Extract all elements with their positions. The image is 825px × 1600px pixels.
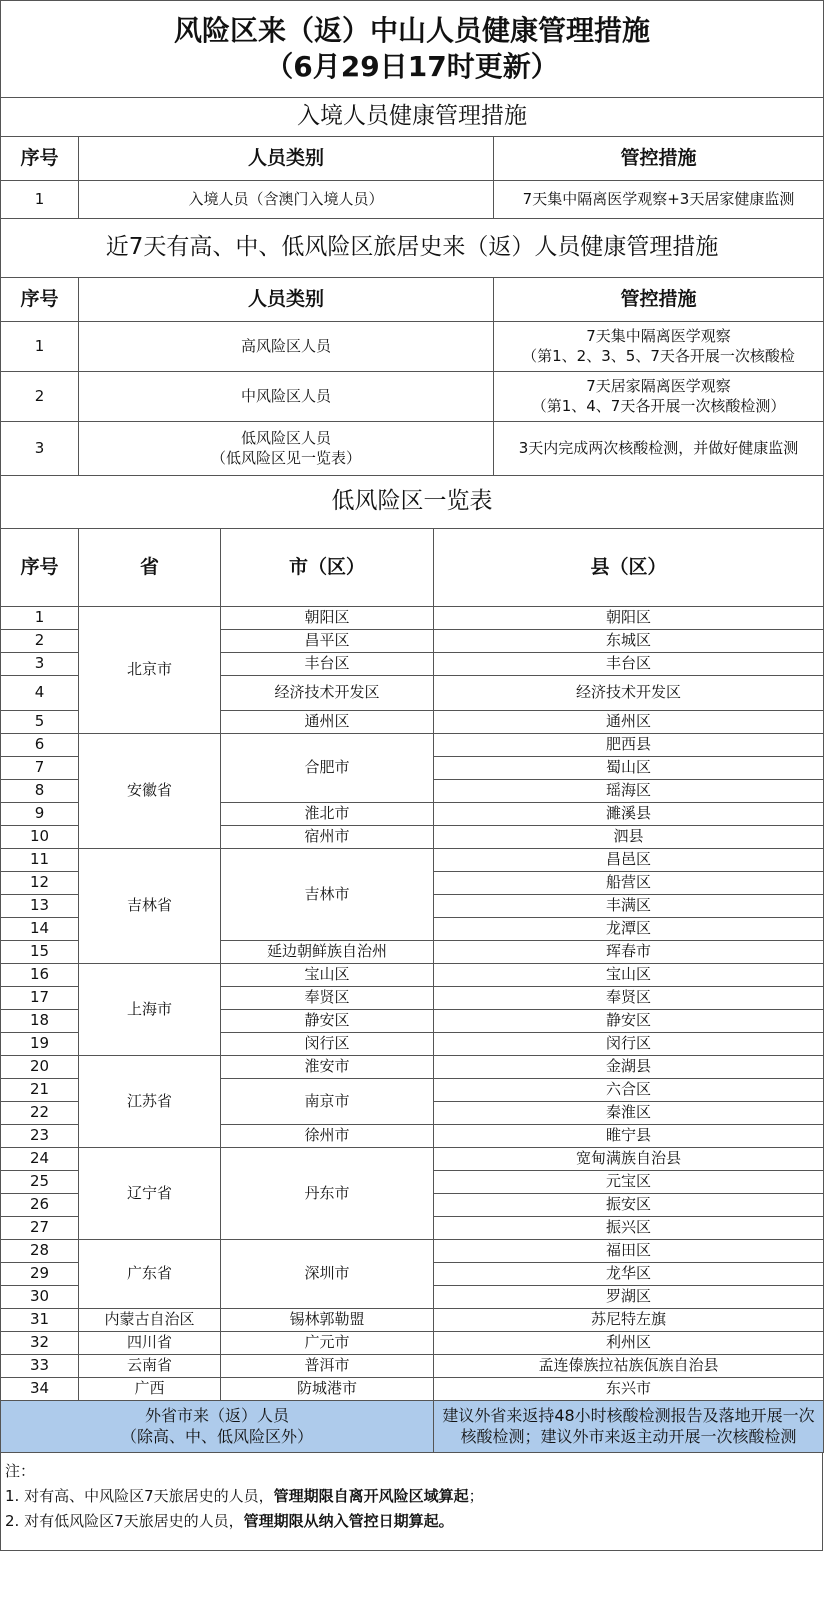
- list-row: [1, 1309, 824, 1332]
- other-measure: [434, 1401, 824, 1453]
- city-cell: 防城港市: [221, 1378, 434, 1401]
- city-cell: 奉贤区: [221, 987, 434, 1010]
- city-cell: 静安区: [221, 1010, 434, 1033]
- county-cell: 瑶海区: [434, 780, 824, 803]
- row-no: 24: [1, 1148, 79, 1171]
- county-cell: 秦淮区: [434, 1102, 824, 1125]
- county-cell: 泗县: [434, 826, 824, 849]
- row-category: 入境人员（含澳门入境人员）: [79, 181, 494, 219]
- note-text: 2. 对有低风险区7天旅居史的人员，: [5, 1512, 244, 1530]
- province-cell: 安徽省: [79, 734, 221, 849]
- note-text: 1. 对有高、中风险区7天旅居史的人员，: [5, 1487, 274, 1505]
- list-row: [1, 1378, 824, 1401]
- province-cell: 上海市: [79, 964, 221, 1056]
- city-cell: 朝阳区: [221, 607, 434, 630]
- county-cell: 静安区: [434, 1010, 824, 1033]
- row-no: 25: [1, 1171, 79, 1194]
- measure-line: 7天居家隔离医学观察: [586, 377, 731, 395]
- row-category: 中风险区人员: [79, 372, 494, 422]
- header-no: 序号: [1, 278, 79, 322]
- city-cell: 宿州市: [221, 826, 434, 849]
- header-measure: 管控措施: [494, 137, 824, 181]
- row-no: 29: [1, 1263, 79, 1286]
- row-measure: [494, 322, 824, 372]
- row-no: 23: [1, 1125, 79, 1148]
- row-no: 31: [1, 1309, 79, 1332]
- note-emphasis: 管理期限自离开风险区域算起: [273, 1487, 469, 1505]
- row-no: 21: [1, 1079, 79, 1102]
- county-cell: 奉贤区: [434, 987, 824, 1010]
- county-cell: 船营区: [434, 872, 824, 895]
- city-cell: 通州区: [221, 711, 434, 734]
- city-cell: 宝山区: [221, 964, 434, 987]
- other-category: [1, 1401, 434, 1453]
- row-no: 18: [1, 1010, 79, 1033]
- list-header-city: 市（区）: [221, 529, 434, 607]
- row-no: 1: [1, 322, 79, 372]
- province-cell: 吉林省: [79, 849, 221, 964]
- note-emphasis: 管理期限从纳入管控日期算起。: [243, 1512, 454, 1530]
- row-no: 2: [1, 372, 79, 422]
- list-row: [1, 849, 824, 872]
- county-cell: 濉溪县: [434, 803, 824, 826]
- measure-line: 核酸检测；建议外市来返主动开展一次核酸检测: [460, 1426, 797, 1446]
- county-cell: 金湖县: [434, 1056, 824, 1079]
- city-cell: 延边朝鲜族自治州: [221, 941, 434, 964]
- row-no: 11: [1, 849, 79, 872]
- city-cell: 昌平区: [221, 630, 434, 653]
- row-no: 27: [1, 1217, 79, 1240]
- list-row: [1, 964, 824, 987]
- notes: [0, 1453, 823, 1551]
- title-line1: 风险区来（返）中山人员健康管理措施: [174, 13, 651, 47]
- row-no: 33: [1, 1355, 79, 1378]
- row-no: 9: [1, 803, 79, 826]
- note-text: ；: [468, 1487, 484, 1505]
- city-cell: 南京市: [221, 1079, 434, 1125]
- row-no: 13: [1, 895, 79, 918]
- province-cell: 江苏省: [79, 1056, 221, 1148]
- province-cell: 四川省: [79, 1332, 221, 1355]
- city-cell: 徐州市: [221, 1125, 434, 1148]
- list-header-province: 省: [79, 529, 221, 607]
- list-row: [1, 734, 824, 757]
- row-no: 1: [1, 181, 79, 219]
- county-cell: 闵行区: [434, 1033, 824, 1056]
- row-no: 17: [1, 987, 79, 1010]
- row-no: 10: [1, 826, 79, 849]
- row-no: 20: [1, 1056, 79, 1079]
- row-no: 15: [1, 941, 79, 964]
- row-no: 5: [1, 711, 79, 734]
- city-cell: 普洱市: [221, 1355, 434, 1378]
- row-no: 19: [1, 1033, 79, 1056]
- row-no: 32: [1, 1332, 79, 1355]
- list-title: 低风险区一览表: [1, 476, 824, 529]
- row-no: 16: [1, 964, 79, 987]
- city-cell: 锡林郭勒盟: [221, 1309, 434, 1332]
- list-row: [1, 607, 824, 630]
- county-cell: 宽甸满族自治县: [434, 1148, 824, 1171]
- category-line: （低风险区见一览表）: [210, 448, 361, 467]
- city-cell: 深圳市: [221, 1240, 434, 1309]
- measure-line: （第1、2、3、5、7天各开展一次核酸检: [522, 346, 795, 365]
- row-no: 6: [1, 734, 79, 757]
- county-cell: 珲春市: [434, 941, 824, 964]
- province-cell: 北京市: [79, 607, 221, 734]
- row-measure: [494, 372, 824, 422]
- county-cell: 福田区: [434, 1240, 824, 1263]
- city-cell: 淮北市: [221, 803, 434, 826]
- row-no: 3: [1, 422, 79, 476]
- row-no: 14: [1, 918, 79, 941]
- city-cell: 淮安市: [221, 1056, 434, 1079]
- measure-line: （第1、4、7天各开展一次核酸检测）: [531, 396, 786, 415]
- county-cell: 丰台区: [434, 653, 824, 676]
- row-no: 34: [1, 1378, 79, 1401]
- city-cell: 合肥市: [221, 734, 434, 803]
- row-measure: 3天内完成两次核酸检测，并做好健康监测: [494, 422, 824, 476]
- province-cell: 广东省: [79, 1240, 221, 1309]
- city-cell: 广元市: [221, 1332, 434, 1355]
- title-line2: （6月29日17时更新）: [265, 50, 559, 83]
- county-cell: 肥西县: [434, 734, 824, 757]
- city-cell: 经济技术开发区: [221, 676, 434, 711]
- county-cell: 东兴市: [434, 1378, 824, 1401]
- county-cell: 振兴区: [434, 1217, 824, 1240]
- province-cell: 广西: [79, 1378, 221, 1401]
- list-header-county: 县（区）: [434, 529, 824, 607]
- category-line: 低风险区人员: [240, 429, 331, 447]
- row-no: 22: [1, 1102, 79, 1125]
- category-line: （除高、中、低风险区外）: [120, 1426, 313, 1446]
- county-cell: 苏尼特左旗: [434, 1309, 824, 1332]
- city-cell: 丰台区: [221, 653, 434, 676]
- notes-label: 注：: [5, 1462, 36, 1480]
- header-category: 人员类别: [79, 137, 494, 181]
- measure-line: 建议外省来返持48小时核酸检测报告及落地开展一次: [442, 1405, 815, 1425]
- row-category: 高风险区人员: [79, 322, 494, 372]
- row-no: 26: [1, 1194, 79, 1217]
- section2-title: 近7天有高、中、低风险区旅居史来（返）人员健康管理措施: [1, 219, 824, 278]
- row-no: 2: [1, 630, 79, 653]
- county-cell: 孟连傣族拉祜族佤族自治县: [434, 1355, 824, 1378]
- list-header-no: 序号: [1, 529, 79, 607]
- low-risk-list: [1, 607, 824, 1401]
- county-cell: 东城区: [434, 630, 824, 653]
- list-row: [1, 1355, 824, 1378]
- county-cell: 丰满区: [434, 895, 824, 918]
- row-no: 1: [1, 607, 79, 630]
- category-line: 外省市来（返）人员: [144, 1405, 289, 1425]
- row-no: 4: [1, 676, 79, 711]
- list-row: [1, 1056, 824, 1079]
- county-cell: 睢宁县: [434, 1125, 824, 1148]
- county-cell: 六合区: [434, 1079, 824, 1102]
- county-cell: 朝阳区: [434, 607, 824, 630]
- row-no: 3: [1, 653, 79, 676]
- list-row: [1, 1240, 824, 1263]
- county-cell: 宝山区: [434, 964, 824, 987]
- row-no: 8: [1, 780, 79, 803]
- city-cell: 吉林市: [221, 849, 434, 941]
- row-no: 12: [1, 872, 79, 895]
- county-cell: 振安区: [434, 1194, 824, 1217]
- page-title: [1, 1, 824, 98]
- row-no: 7: [1, 757, 79, 780]
- header-category: 人员类别: [79, 278, 494, 322]
- county-cell: 经济技术开发区: [434, 676, 824, 711]
- list-row: [1, 1148, 824, 1171]
- row-category: [79, 422, 494, 476]
- city-cell: 闵行区: [221, 1033, 434, 1056]
- header-no: 序号: [1, 137, 79, 181]
- province-cell: 内蒙古自治区: [79, 1309, 221, 1332]
- row-no: 30: [1, 1286, 79, 1309]
- city-cell: 丹东市: [221, 1148, 434, 1240]
- note-2: [5, 1509, 816, 1534]
- measure-line: 7天集中隔离医学观察: [586, 327, 731, 345]
- county-cell: 蜀山区: [434, 757, 824, 780]
- county-cell: 昌邑区: [434, 849, 824, 872]
- note-1: [5, 1484, 816, 1509]
- province-cell: 云南省: [79, 1355, 221, 1378]
- county-cell: 龙潭区: [434, 918, 824, 941]
- header-measure: 管控措施: [494, 278, 824, 322]
- county-cell: 利州区: [434, 1332, 824, 1355]
- county-cell: 元宝区: [434, 1171, 824, 1194]
- row-no: 28: [1, 1240, 79, 1263]
- province-cell: 辽宁省: [79, 1148, 221, 1240]
- section1-title: 入境人员健康管理措施: [1, 98, 824, 137]
- row-measure: 7天集中隔离医学观察+3天居家健康监测: [494, 181, 824, 219]
- county-cell: 罗湖区: [434, 1286, 824, 1309]
- list-row: [1, 1332, 824, 1355]
- county-cell: 通州区: [434, 711, 824, 734]
- county-cell: 龙华区: [434, 1263, 824, 1286]
